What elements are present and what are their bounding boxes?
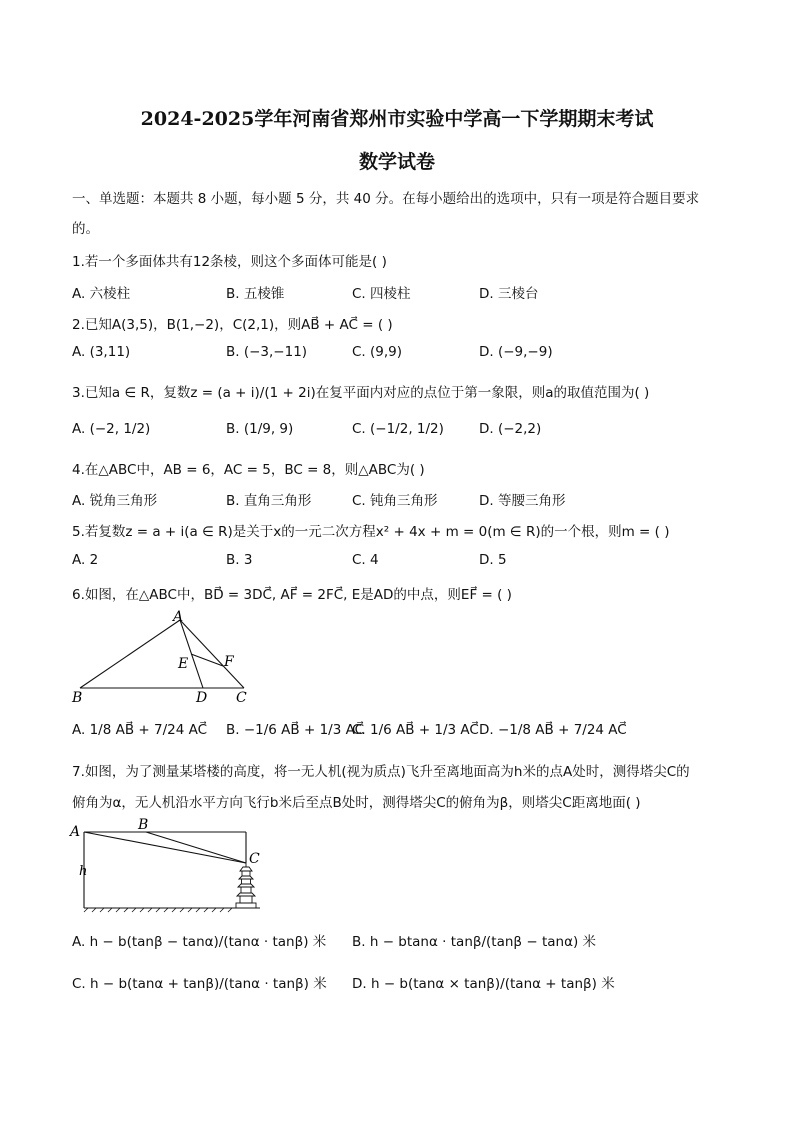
label-f: F bbox=[224, 654, 234, 670]
q5-option-a: A. 2 bbox=[72, 552, 99, 568]
q3-option-a: A. (−2, 1/2) bbox=[72, 421, 151, 437]
sightline-a-c bbox=[84, 832, 246, 863]
label-c: C bbox=[249, 851, 260, 867]
question-1: 1.若一个多面体共有12条棱，则这个多面体可能是( ) bbox=[72, 254, 387, 270]
question-5: 5.若复数z = a + i(a ∈ R)是关于x的一元二次方程x² + 4x + m = 0(m ∈ R)的一个根，则m = ( ) bbox=[72, 524, 670, 540]
sightline-b-c bbox=[146, 832, 246, 863]
q6-option-d: D. −1/8 AB⃗ + 7/24 AC⃗ bbox=[479, 722, 627, 738]
q5-option-d: D. 5 bbox=[479, 552, 507, 568]
question-7-line1: 7.如图，为了测量某塔楼的高度，将一无人机(视为质点)飞升至离地面高为h米的点A处时，测得塔尖C的 bbox=[72, 764, 690, 780]
label-e: E bbox=[178, 656, 189, 672]
q2-option-d: D. (−9,−9) bbox=[479, 344, 553, 360]
figure-6-triangle bbox=[68, 608, 268, 708]
ground-hatching bbox=[84, 908, 232, 912]
q6-option-b: B. −1/6 AB⃗ + 1/3 AC⃗ bbox=[226, 722, 365, 738]
q3-option-d: D. (−2,2) bbox=[479, 421, 542, 437]
q6-option-c: C. 1/6 AB⃗ + 1/3 AC⃗ bbox=[352, 722, 479, 738]
label-b: B bbox=[72, 690, 83, 706]
q5-option-b: B. 3 bbox=[226, 552, 253, 568]
q7-option-c: C. h − b(tanα + tanβ)/(tanα · tanβ) 米 bbox=[72, 976, 327, 992]
pagoda-tower-icon bbox=[236, 863, 256, 908]
q3-option-b: B. (1/9, 9) bbox=[226, 421, 294, 437]
q7-option-a: A. h − b(tanβ − tanα)/(tanα · tanβ) 米 bbox=[72, 934, 327, 950]
line-ab bbox=[80, 620, 180, 688]
label-h: h bbox=[79, 864, 88, 879]
question-6: 6.如图，在△ABC中，BD⃗ = 3DC⃗, AF⃗ = 2FC⃗, E是AD的中点，则EF⃗ = ( ) bbox=[72, 587, 512, 603]
q1-option-c: C. 四棱柱 bbox=[352, 286, 411, 302]
q4-option-d: D. 等腰三角形 bbox=[479, 493, 566, 509]
q2-option-c: C. (9,9) bbox=[352, 344, 403, 360]
q1-option-d: D. 三棱台 bbox=[479, 286, 539, 302]
q7-option-d: D. h − b(tanα × tanβ)/(tanα + tanβ) 米 bbox=[352, 976, 615, 992]
question-2: 2.已知A(3,5)，B(1,−2)，C(2,1)，则AB⃗ + AC⃗ = ( ) bbox=[72, 317, 393, 333]
page-title: 2024-2025学年河南省郑州市实验中学高一下学期期末考试 bbox=[140, 108, 654, 130]
label-d: D bbox=[196, 690, 208, 706]
q1-option-b: B. 五棱锥 bbox=[226, 286, 285, 302]
section-instructions-line1: 一、单选题：本题共 8 小题，每小题 5 分，共 40 分。在每小题给出的选项中，只有一项是符合题目要求 bbox=[72, 191, 700, 207]
q6-option-a: A. 1/8 AB⃗ + 7/24 AC⃗ bbox=[72, 722, 208, 738]
line-ac bbox=[180, 620, 244, 688]
page-subtitle: 数学试卷 bbox=[358, 151, 435, 173]
q2-option-b: B. (−3,−11) bbox=[226, 344, 308, 360]
question-7-line2: 俯角为α，无人机沿水平方向飞行b米后至点B处时，测得塔尖C的俯角为β，则塔尖C距离地面( ) bbox=[72, 795, 641, 811]
label-a: A bbox=[173, 609, 184, 625]
label-a: A bbox=[70, 824, 81, 840]
q4-option-b: B. 直角三角形 bbox=[226, 493, 312, 509]
label-b: B bbox=[138, 817, 149, 833]
section-instructions-line2: 的。 bbox=[72, 221, 99, 237]
q4-option-a: A. 锐角三角形 bbox=[72, 493, 158, 509]
q3-option-c: C. (−1/2, 1/2) bbox=[352, 421, 444, 437]
figure-7-drone-tower bbox=[66, 815, 276, 915]
q1-option-a: A. 六棱柱 bbox=[72, 286, 131, 302]
q2-option-a: A. (3,11) bbox=[72, 344, 131, 360]
question-4: 4.在△ABC中，AB = 6，AC = 5，BC = 8，则△ABC为( ) bbox=[72, 462, 425, 478]
q5-option-c: C. 4 bbox=[352, 552, 379, 568]
q4-option-c: C. 钝角三角形 bbox=[352, 493, 438, 509]
label-c: C bbox=[236, 690, 247, 706]
q7-option-b: B. h − btanα · tanβ/(tanβ − tanα) 米 bbox=[352, 934, 597, 950]
question-3: 3.已知a ∈ R，复数z = (a + i)/(1 + 2i)在复平面内对应的点位于第一象限，则a的取值范围为( ) bbox=[72, 385, 650, 401]
